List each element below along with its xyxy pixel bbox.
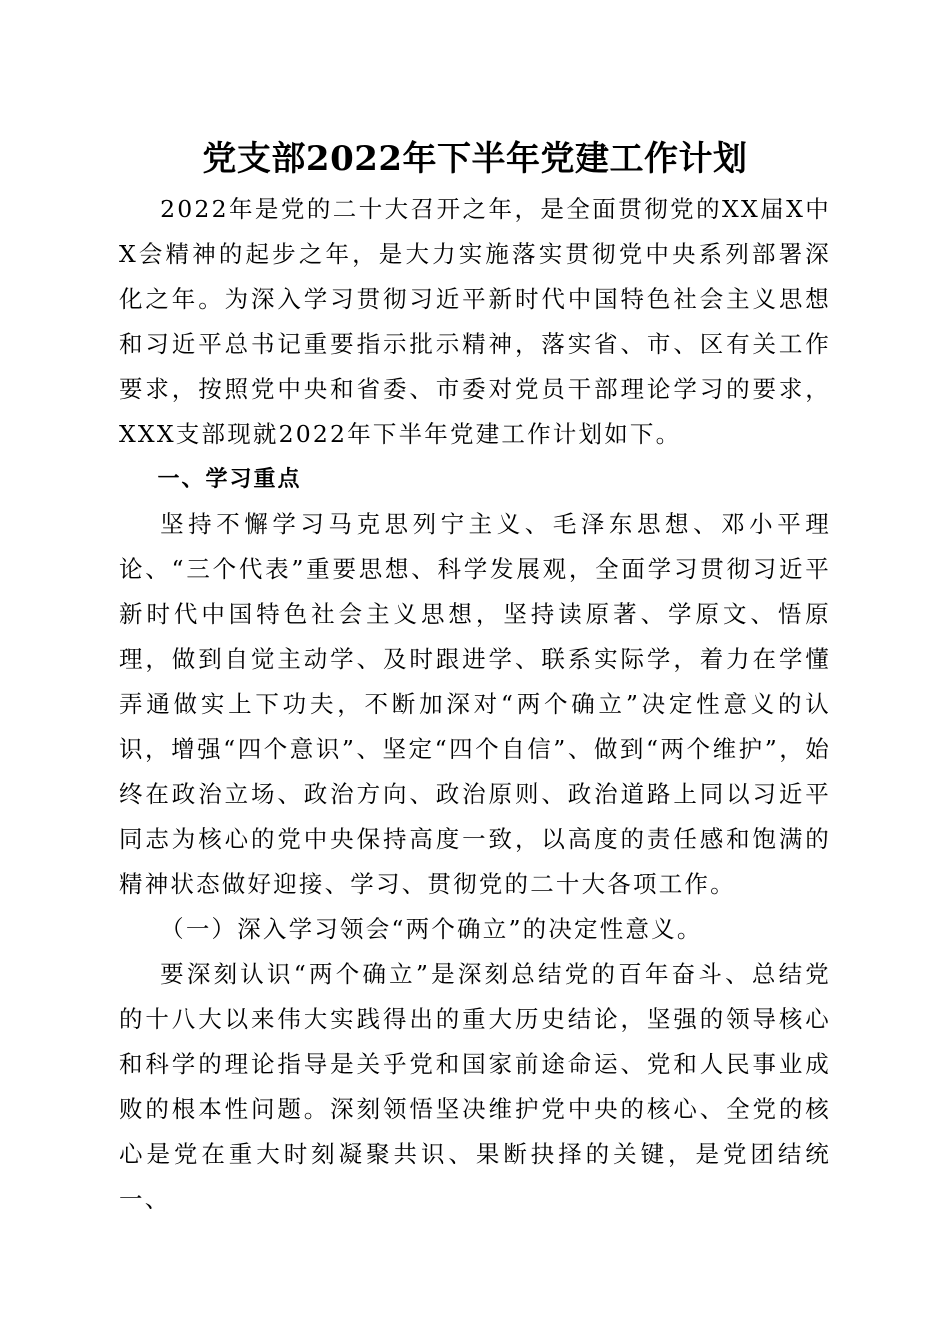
section-heading-study-focus: 一、学习重点	[157, 467, 302, 492]
two-establishments-paragraph: 要深刻认识“两个确立”是深刻总结党的百年奋斗、总结党的十八大以来伟大实践得出的重大历史结论，坚强的领导核心和科学的理论指导是关乎党和国家前途命运、党和人民事业成败的根本性问题。深刻领悟坚决维护党中央的核心、全党的核心是党在重大时刻凝聚共识、果断抉择的关键，是党团结统一、	[119, 960, 831, 1213]
document-body	[119, 187, 831, 1222]
subsection-heading-two-establishments: （一）深入学习领会“两个确立”的决定性意义。	[160, 915, 703, 943]
study-focus-paragraph: 坚持不懈学习马克思列宁主义、毛泽东思想、邓小平理论、“三个代表”重要思想、科学发展观，全面学习贯彻习近平新时代中国特色社会主义思想，坚持读原著、学原文、悟原理，做到自觉主动学、及时跟进学、联系实际学，着力在学懂弄通做实上下功夫，不断加深对“两个确立”决定性意义的认识，增强“四个意识”、坚定“四个自信”、做到“两个维护”，始终在政治立场、政治方向、政治原则、政治道路上同以习近平同志为核心的党中央保持高度一致，以高度的责任感和饱满的精神状态做好迎接、学习、贯彻党的二十大各项工作。	[119, 510, 831, 898]
intro-paragraph: 2022年是党的二十大召开之年，是全面贯彻党的XX届X中X会精神的起步之年，是大力实施落实贯彻党中央系列部署深化之年。为深入学习贯彻习近平新时代中国特色社会主义思想和习近平总书记重要指示批示精神，落实省、市、区有关工作要求，按照党中央和省委、市委对党员干部理论学习的要求，XXX支部现就2022年下半年党建工作计划如下。	[119, 195, 831, 448]
document-title: 党支部2022年下半年党建工作计划	[202, 139, 748, 179]
